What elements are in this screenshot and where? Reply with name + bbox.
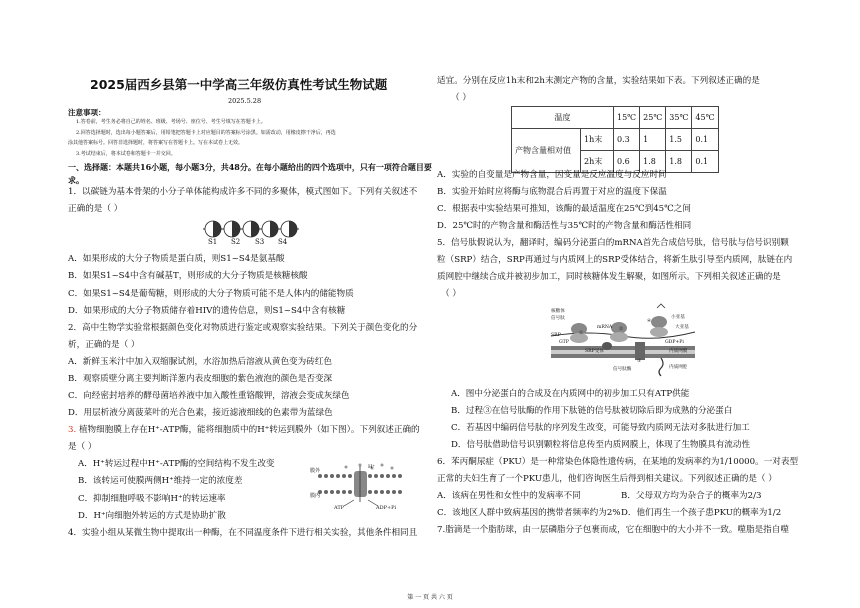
q6-option-d: D．他们再生一个孩子患PKU的概率为1/2: [621, 508, 782, 518]
fig-label-gtp: GTP: [559, 340, 569, 345]
notice-line-2: 2.回答选择题时，选出每小题答案后，用铅笔把答题卡上对应题目的答案标号涂黑。如需改动，用橡皮擦干净后，再选: [76, 130, 336, 136]
table-cell: 1.8: [640, 151, 666, 173]
page-footer: 第 一 页 共 六 页: [407, 594, 453, 601]
q3-stem: [68, 425, 420, 436]
table-row: [512, 107, 719, 129]
q1-option-d: D．如果形成的大分子物质储存着HIV的遗传信息，则S1~S4中含有核糖: [68, 306, 346, 316]
q2-stem: 2．高中生物学实验常根据颜色变化对物质进行鉴定或观察实验结果。下列关于颜色变化的分: [68, 323, 418, 333]
table-header-temp: 温度: [512, 107, 614, 129]
q5-stem-cont-1: 粒（SRP）结合，SRP再通过与内质网上的SRP受体结合，将新生肽引导至内质网，肽链在内: [437, 255, 793, 265]
monomer-half: [232, 221, 240, 237]
monomer-half: [213, 221, 221, 237]
table-cell: 0.1: [692, 129, 718, 151]
q2-option-d: D．用层析液分离菠菜叶的光合色素，接近滤液细线的色素带为蓝绿色: [68, 408, 333, 418]
fig-label-mrna: mRNA: [597, 325, 613, 330]
fig-label-small-subunit: 小亚基: [671, 315, 685, 320]
fig-label-step-2: ②: [619, 327, 624, 332]
h-atpase-membrane-figure: [306, 462, 416, 514]
fig-label-ribosome: 核糖体: [551, 309, 565, 314]
q5-stem: 5．信号肽假说认为，翻译时，编码分泌蛋白的mRNA首先合成信号肽，信号肽与信号识别颗: [437, 238, 789, 248]
q2-option-c: C．向经密封培养的酵母菌培养液中加入酸性重铬酸钾，溶液会变成灰绿色: [68, 391, 350, 401]
q6-option-c: C．该地区人群中致病基因的携带者频率约为2%: [437, 508, 621, 518]
q3-option-a: A．H⁺转运过程中H⁺-ATP酶的空间结构不发生改变: [78, 459, 275, 469]
q6-stem: 6．苯丙酮尿症（PKU）是一种常染色体隐性遗传病，在某地的发病率约为1/10000。一对表型: [437, 457, 799, 467]
q4-data-table: [511, 106, 719, 173]
exam-date: 2025.5.28: [228, 97, 262, 105]
q6-option-b: B．父母双方均为杂合子的概率为2/3: [621, 491, 762, 501]
q5-option-b: B．过程③在信号肽酶的作用下肽链的信号肽被切除后即为成熟的分泌蛋白: [451, 406, 733, 416]
fig-label-er-membrane: 内质网膜: [669, 349, 688, 354]
q4-option-b: B．实验开始时应将酶与底物混合后再置于对应的温度下保温: [437, 187, 667, 197]
monomer-half: [270, 221, 278, 237]
fig-label-signal-peptide: 信号肽: [551, 316, 565, 321]
q2-option-a: A．新鲜玉米汁中加入双缩脲试剂，水浴加热后溶液从黄色变为砖红色: [68, 357, 333, 367]
q5-stem-paren: （ ）: [441, 289, 461, 299]
fig-label-large-subunit: 大亚基: [675, 325, 689, 330]
table-header-t3: 35℃: [666, 107, 692, 129]
table-cell: 1.8: [666, 151, 692, 173]
page-title: 2025届西乡县第一中学高三年级仿真性考试生物试题: [90, 77, 388, 92]
q5-stem-cont-2: 质网腔中继续合成并被初步加工，同时核糖体发生解聚，如图所示。下列相关叙述正确的是: [437, 272, 781, 282]
q1-option-b: B．如果S1~S4中含有碱基T，则形成的大分子物质是核糖核酸: [68, 271, 308, 281]
notice-heading: 注意事项：: [68, 108, 106, 117]
table-cell: 1.5: [666, 129, 692, 151]
q3-number: 3.: [68, 425, 77, 435]
q1-option-c: C．如果S1~S4是葡萄糖，则形成的大分子物质可能不是人体内的储能物质: [68, 289, 354, 299]
section-heading-cont: 求。: [68, 175, 84, 185]
table-header-t4: 45℃: [692, 107, 718, 129]
notice-line-3: 涂其他答案标号。回答非选择题时，将答案写在答题卡上。写在本试卷上无效。: [68, 140, 244, 146]
q4-option-d: D．25℃时的产物含量和酶活性与35℃时的产物含量和酶活性相同: [437, 221, 692, 231]
notice-line-4: 3.考试结束后，将本试卷和答题卡一并交回。: [76, 151, 176, 157]
q3-option-d: D．H⁺向细胞外转运的方式是协助扩散: [78, 511, 226, 521]
q4-stem-cont: 适宜。分别在反应1h末和2h末测定产物的含量，实验结果如下表。下列叙述正确的是: [437, 76, 760, 86]
h-ion-label: H⁺: [368, 464, 375, 470]
monomer-label-1: S1: [208, 238, 218, 246]
q5-option-d: D．信号肽借助信号识别颗粒将信息传至内质网膜上，体现了生物膜具有流动性: [451, 440, 751, 450]
table-row: [512, 129, 719, 151]
q1-stem: 1．以碳链为基本骨架的小分子单体能构成许多不同的多聚体，模式图如下。下列有关叙述不: [68, 187, 418, 197]
section-heading: 一、选择题：本题共16小题，每小题3分，共48分。在每小题给出的四个选项中，只有一项符合题目要: [68, 162, 432, 172]
table-row-time-2: 2h末: [581, 151, 614, 173]
q7-stem: 7.脂滴是一个脂肪球，由一层磷脂分子包裹而成，它在细胞中的大小并不一致。噬脂是指自噬: [437, 525, 789, 535]
table-cell: 1: [640, 129, 666, 151]
q3-option-b: B．该转运可使膜两侧H⁺维持一定的浓度差: [78, 476, 243, 486]
fig-label-step-1: ①: [579, 331, 584, 336]
adp-label: ADP+Pi: [376, 505, 397, 511]
table-row-time-1: 1h末: [581, 129, 614, 151]
monomer-label-4: S4: [278, 238, 288, 246]
monomer-label-2: S2: [231, 238, 241, 246]
q5-option-c: C．若基因中编码信号肽的序列发生改变，可能导致内质网无法对多肽进行加工: [451, 423, 750, 433]
notice-line-1: 1.答卷前，考生务必将自己的姓名、班级、考场号、座位号、考生号填写在答题卡上。: [76, 119, 266, 125]
table-row-label: 产物含量相对值: [512, 129, 581, 173]
q2-option-b: B．观察质壁分离主要判断洋葱内表皮细胞的紫色液泡的颜色是否变深: [68, 374, 333, 384]
table-cell: 0.1: [692, 151, 718, 173]
table-header-t2: 25℃: [640, 107, 666, 129]
q4-option-c: C．根据表中实验结果可推知，该酶的最适温度在25℃到45℃之间: [437, 204, 691, 214]
membrane-inside-label: 膜内: [310, 493, 321, 499]
monomer-half: [289, 221, 297, 237]
q3-option-c: C．抑制细胞呼吸不影响H⁺的转运速率: [78, 494, 226, 504]
q5-option-a: A．图中分泌蛋白的合成及在内质网中的初步加工只有ATP供能: [451, 389, 690, 399]
q3-stem-cont: 是（ ）: [68, 442, 97, 452]
fig-label-srp: SRP: [551, 333, 561, 338]
fig-label-er-lumen: 内质网腔: [669, 365, 688, 370]
q4-stem: 4．实验小组从某微生物中提取出一种酶，在不同温度条件下进行相关实验，其他条件相同且: [68, 528, 418, 538]
membrane-outside-label: 膜外: [310, 468, 321, 474]
q6-stem-cont: 正常的夫妇生育了一个PKU患儿，他们咨询医生后得到相关建议。下列叙述正确的是（ ）: [437, 474, 777, 484]
monomer-half: [251, 221, 259, 237]
q4-stem-paren: （ ）: [451, 93, 471, 103]
fig-label-signal-peptidase: 信号肽酶: [613, 367, 632, 372]
q3-stem-text: 植物细胞膜上存在H⁺-ATP酶，能将细胞质中的H⁺转运到膜外（如下图）。下列叙述正确的: [78, 425, 420, 435]
table-header-t1: 15℃: [614, 107, 640, 129]
table-cell: 0.3: [614, 129, 640, 151]
q1-stem-cont: 正确的是（ ）: [68, 204, 123, 214]
fig-label-step-4: ④: [647, 319, 652, 324]
monomer-label-3: S3: [255, 238, 265, 246]
q6-option-a: A．该病在男性和女性中的发病率不同: [437, 491, 581, 501]
fig-label-srp-receptor: SRP受体: [585, 349, 604, 354]
q1-option-a: A．如果形成的大分子物质是蛋白质，则S1~S4是氨基酸: [68, 254, 285, 264]
atp-label: ATP: [334, 505, 345, 511]
q2-stem-cont: 析，正确的是（ ）: [68, 340, 140, 350]
table-cell: 0.6: [614, 151, 640, 173]
fig-label-step-3: ③: [637, 359, 642, 364]
fig-label-gdp: GDP+Pi: [665, 340, 684, 345]
q4-option-a: A．实验的自变量是产物含量，因变量是反应温度与反应时间: [437, 170, 667, 180]
